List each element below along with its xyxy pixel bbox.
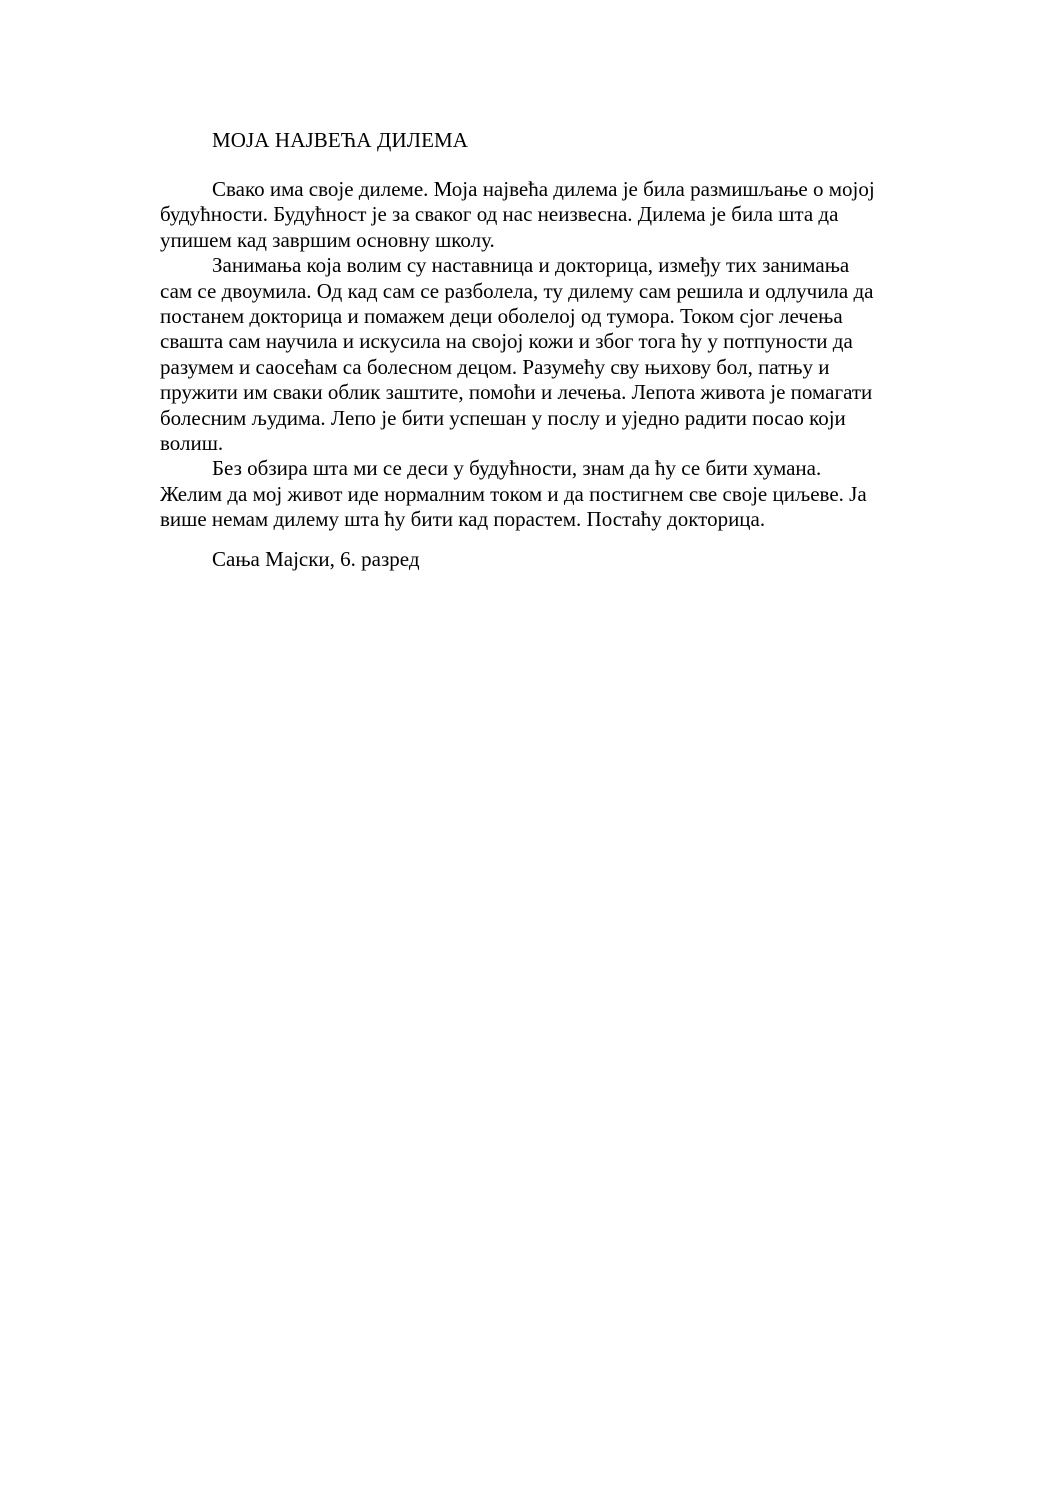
paragraph-line: волиш. [160,430,224,455]
paragraph-line: Желим да мој живот иде нормалним током и да постигнем све своје циљеве. Ја [160,481,867,506]
paragraph-line: болесним људима. Лепо је бити успешан у послу и уједно радити посао који [160,405,846,430]
paragraph-line: Занимања која волим су наставница и докторица, између тих занимања [212,253,850,278]
document-body [160,177,920,532]
paragraph-line: разумем и саосећам са болесном децом. Разумећу сву њихову бол, патњу и [160,354,830,379]
paragraph-line: пружити им сваки облик заштите, помоћи и лечења. Лепота живота је помагати [160,380,873,405]
paragraph-line: Свако има своје дилеме. Моја највећа дилема је била размишљање о мојој [212,177,875,201]
paragraph-line: Без обзира шта ми се деси у будућности, знам да ћу се бити хумана. [212,456,822,481]
paragraph-line: више немам дилему шта ћу бити кад порастем. Постаћу докторица. [160,507,766,532]
paragraph-line: постанем докторица и помажем деци оболелој од тумора. Током сјог лечења [160,303,843,328]
paragraph-line: свашта сам научила и искусила на својој кожи и због тога ћу у потпуности да [160,329,853,354]
document-title: МОЈА НАЈВЕЋА ДИЛЕМА [212,128,469,152]
paragraph-line: сам се двоумила. Од кад сам се разболела, ту дилему сам решила и одлучила да [160,278,874,303]
author-signature: Сања Мајски, 6. разред [212,547,420,571]
paragraph-line: упишем кад завршим основну школу. [160,227,495,252]
paragraph-line: будућности. Будућност је за сваког од нас неизвесна. Дилема је била шта да [160,202,839,227]
